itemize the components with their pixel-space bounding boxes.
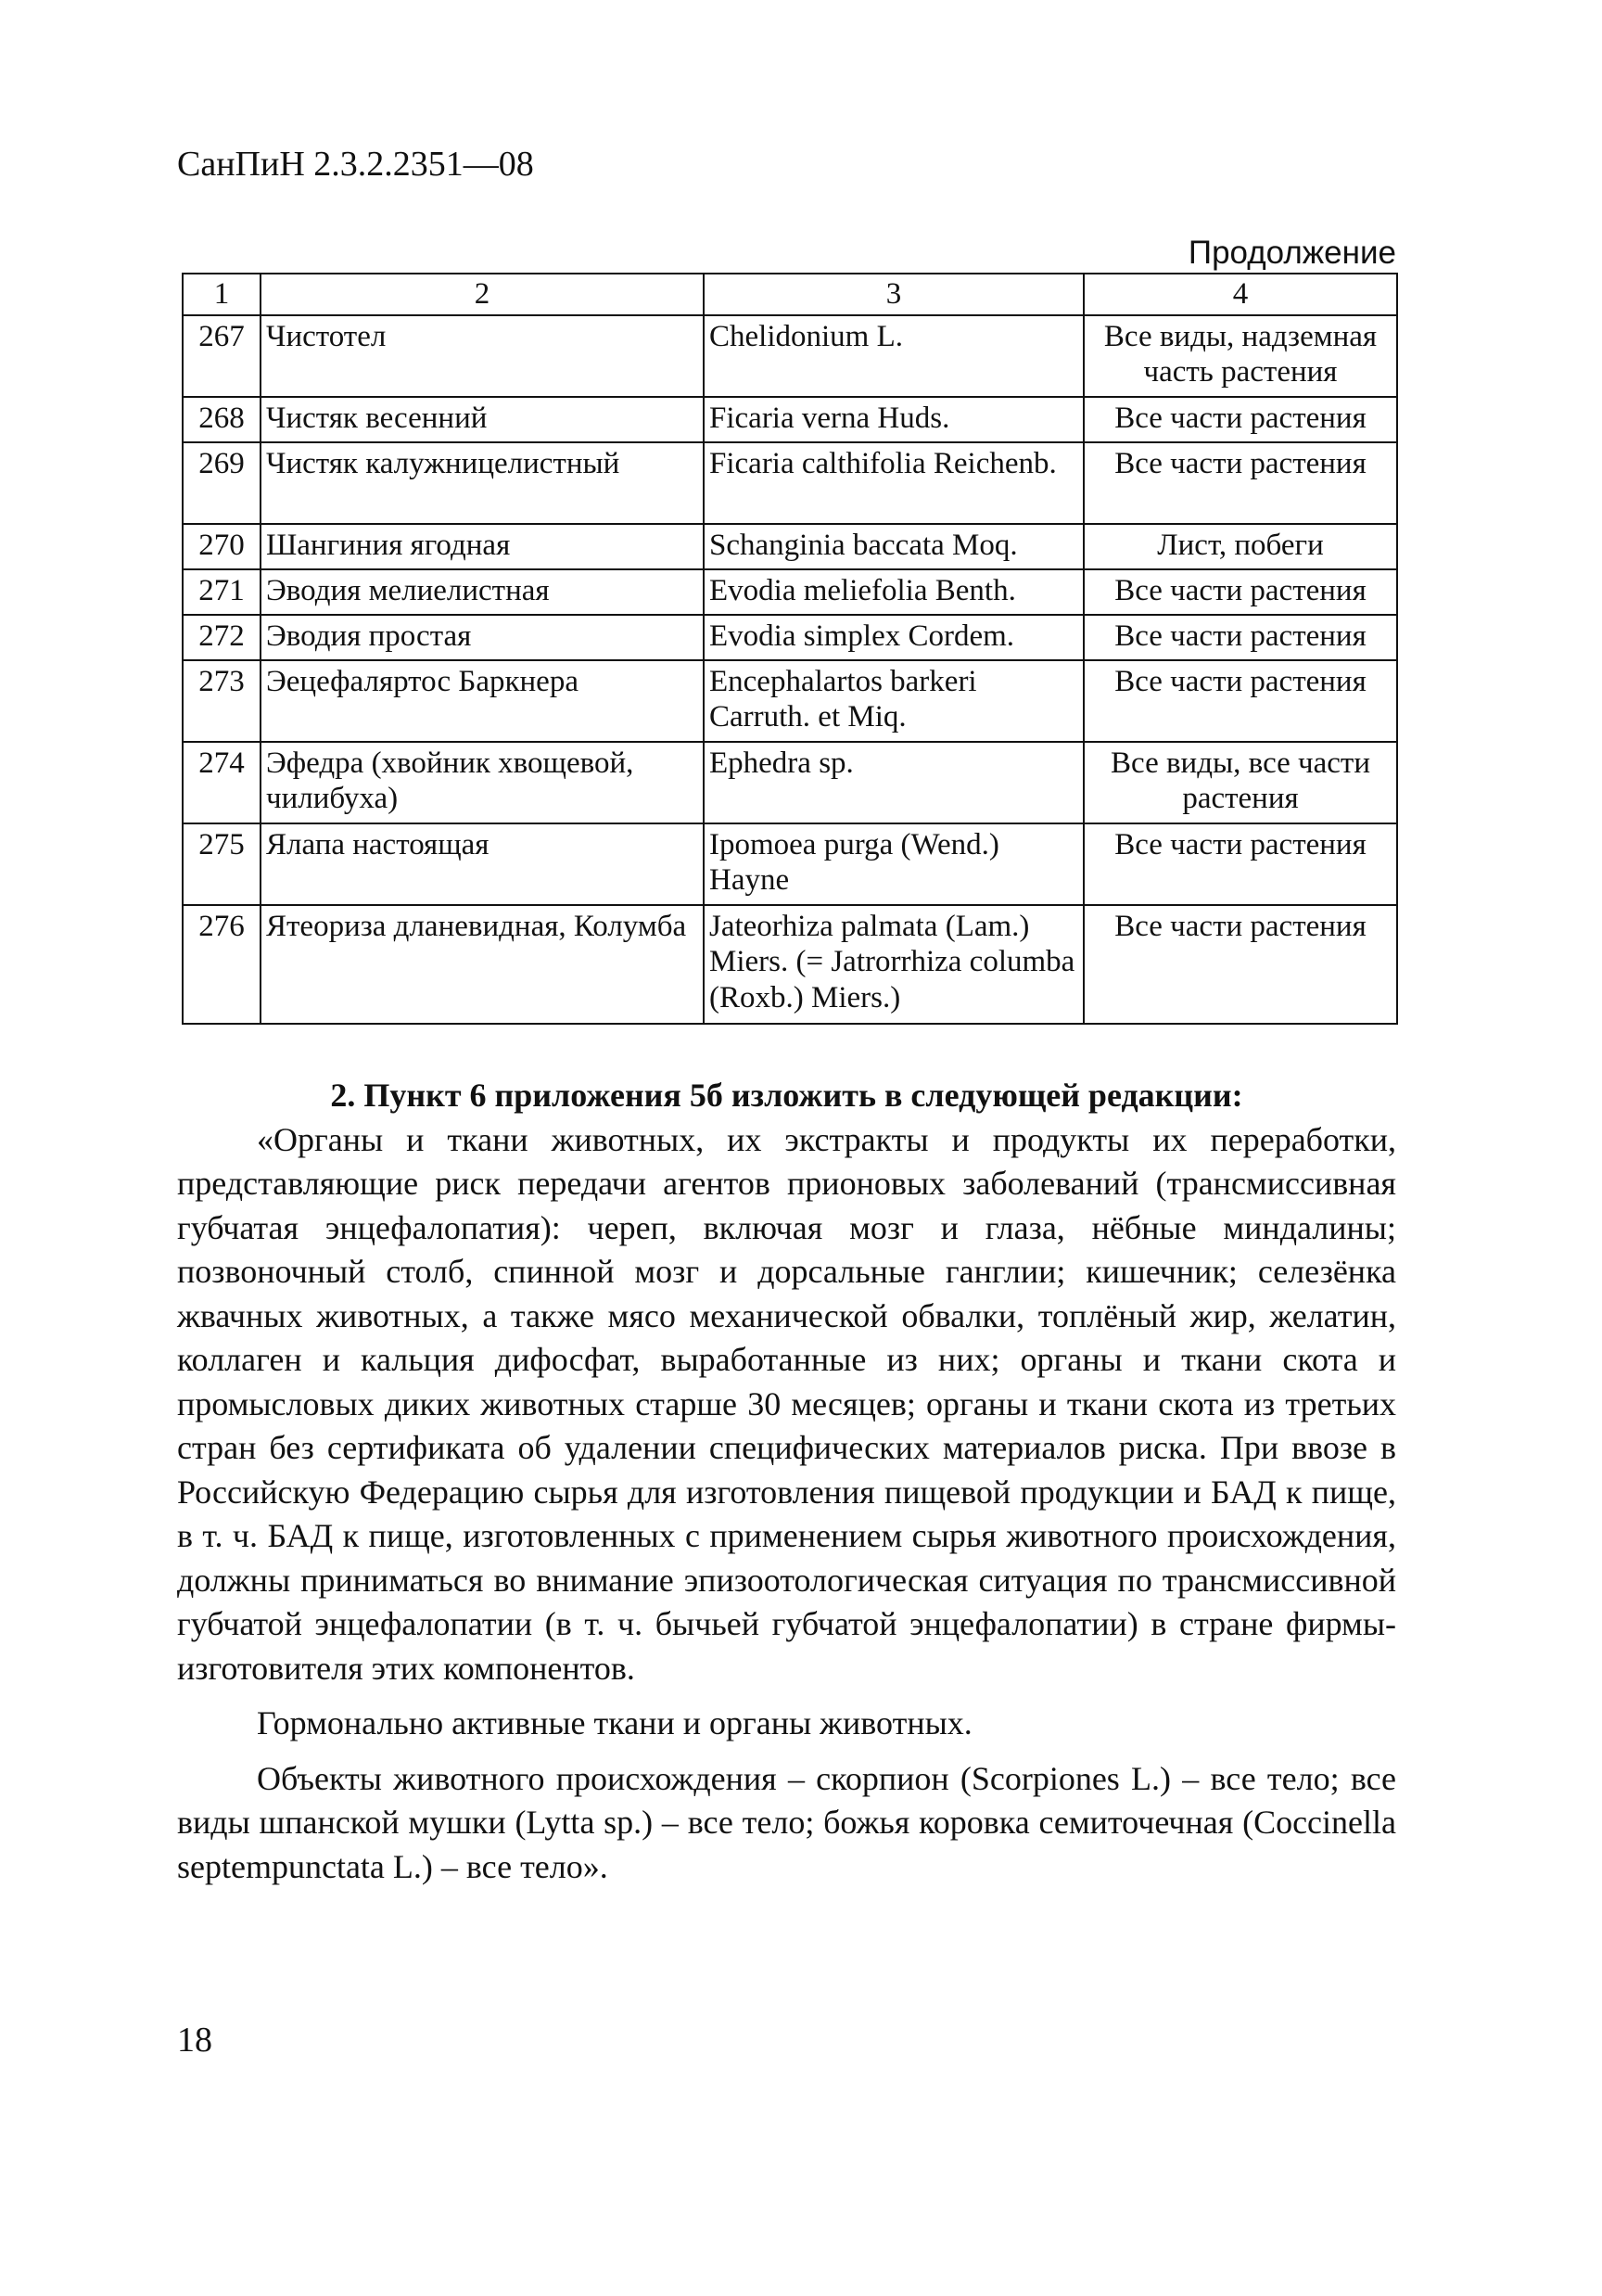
section-heading: 2. Пункт 6 приложения 5б изложить в следующей редакции: (330, 1077, 1243, 1114)
row-number: 268 (183, 397, 261, 442)
table-header-row (183, 274, 1397, 315)
column-header: 1 (183, 274, 261, 315)
latin-name: Ficaria verna Huds. (704, 397, 1084, 442)
plant-name: Эводия простая (261, 615, 704, 660)
row-number: 272 (183, 615, 261, 660)
plant-part: Все виды, все части растения (1084, 742, 1397, 823)
plant-name: Эводия мелиелистная (261, 569, 704, 615)
latin-name: Ipomoea purga (Wend.) Hayne (704, 823, 1084, 905)
row-number: 271 (183, 569, 261, 615)
table-row (183, 569, 1397, 615)
latin-name: Encephalartos barkeri Carruth. et Miq. (704, 660, 1084, 742)
column-header: 4 (1084, 274, 1397, 315)
row-number: 273 (183, 660, 261, 742)
row-number: 274 (183, 742, 261, 823)
paragraph-hormonal-tissues: Гормонально активные ткани и органы животных. (257, 1704, 973, 1741)
latin-name: Evodia meliefolia Benth. (704, 569, 1084, 615)
row-number: 276 (183, 905, 261, 1024)
plant-part: Все части растения (1084, 569, 1397, 615)
latin-name: Chelidonium L. (704, 315, 1084, 397)
table-row (183, 615, 1397, 660)
table-row (183, 905, 1397, 1024)
plant-part: Все виды, надземная часть растения (1084, 315, 1397, 397)
paragraph-prion-tissues: «Органы и ткани животных, их экстракты и продукты их переработки, представляющие риск передачи агентов прионовых заболеваний (трансмиссивная губчатая энцефалопатия): череп, включая мозг и глаза, нёбные миндалины; позвоночный столб, спинной мозг и дорсальные ганглии; кишечник; селезёнка жвачных животных, а также мясо механической обвалки, топлёный жир, желатин, коллаген и кальция дифосфат, выработанные из них; органы и ткани скота и промысловых диких животных старше 30 месяцев; органы и ткани скота из третьих стран без сертификата об удалении специфических материалов риска. При ввозе в Российскую Федерацию сырья для изготовления пищевой продукции и БАД к пище, в т. ч. БАД к пище, изготовленных с применением сырья животного происхождения, должны приниматься во внимание эпизоотологическая ситуация по трансмиссивной губчатой энцефалопатии (в т. ч. бычьей губчатой энцефалопатии) в стране фирмы-изготовителя этих компонентов. (177, 1120, 1396, 1687)
latin-name: Evodia simplex Cordem. (704, 615, 1084, 660)
paragraph-animal-objects: Объекты животного происхождения – скорпион (Scorpiones L.) – все тело; все виды шпанской мушки (Lytta sp.) – все тело; божья коровка семиточечная (Coccinella septempunctata L.) – все тело». (177, 1759, 1396, 1885)
row-number: 270 (183, 524, 261, 569)
latin-name: Jateorhiza palmata (Lam.) Miers. (= Jatrorrhiza columba (Roxb.) Miers.) (704, 905, 1084, 1024)
table-row (183, 315, 1397, 397)
plant-part: Все части растения (1084, 442, 1397, 524)
plant-part: Все части растения (1084, 615, 1397, 660)
latin-name: Ephedra sp. (704, 742, 1084, 823)
table-row (183, 823, 1397, 905)
plants-table (182, 273, 1398, 1025)
plant-part: Все части растения (1084, 823, 1397, 905)
row-number: 267 (183, 315, 261, 397)
table-row (183, 524, 1397, 569)
plant-name: Чистяк весенний (261, 397, 704, 442)
row-number: 275 (183, 823, 261, 905)
plant-part: Лист, побеги (1084, 524, 1397, 569)
latin-name: Schanginia baccata Moq. (704, 524, 1084, 569)
latin-name: Ficaria calthifolia Reichenb. (704, 442, 1084, 524)
plant-name: Чистяк калужницелистный (261, 442, 704, 524)
plant-name: Шангиния ягодная (261, 524, 704, 569)
table-row (183, 397, 1397, 442)
plant-name: Эецефаляртос Баркнера (261, 660, 704, 742)
table-row (183, 742, 1397, 823)
continuation-label: Продолжение (1188, 235, 1396, 271)
plant-name: Ялапа настоящая (261, 823, 704, 905)
column-header: 2 (261, 274, 704, 315)
document-code: СанПиН 2.3.2.2351—08 (177, 145, 534, 184)
plant-part: Все части растения (1084, 905, 1397, 1024)
plant-part: Все части растения (1084, 660, 1397, 742)
plant-part: Все части растения (1084, 397, 1397, 442)
row-number: 269 (183, 442, 261, 524)
column-header: 3 (704, 274, 1084, 315)
page-number: 18 (177, 2021, 212, 2060)
table-row (183, 660, 1397, 742)
plant-name: Чистотел (261, 315, 704, 397)
table-row (183, 442, 1397, 524)
section-body (177, 1074, 1396, 1889)
plant-name: Эфедра (хвойник хвощевой, чилибуха) (261, 742, 704, 823)
plant-name: Ятеориза дланевидная, Колумба (261, 905, 704, 1024)
